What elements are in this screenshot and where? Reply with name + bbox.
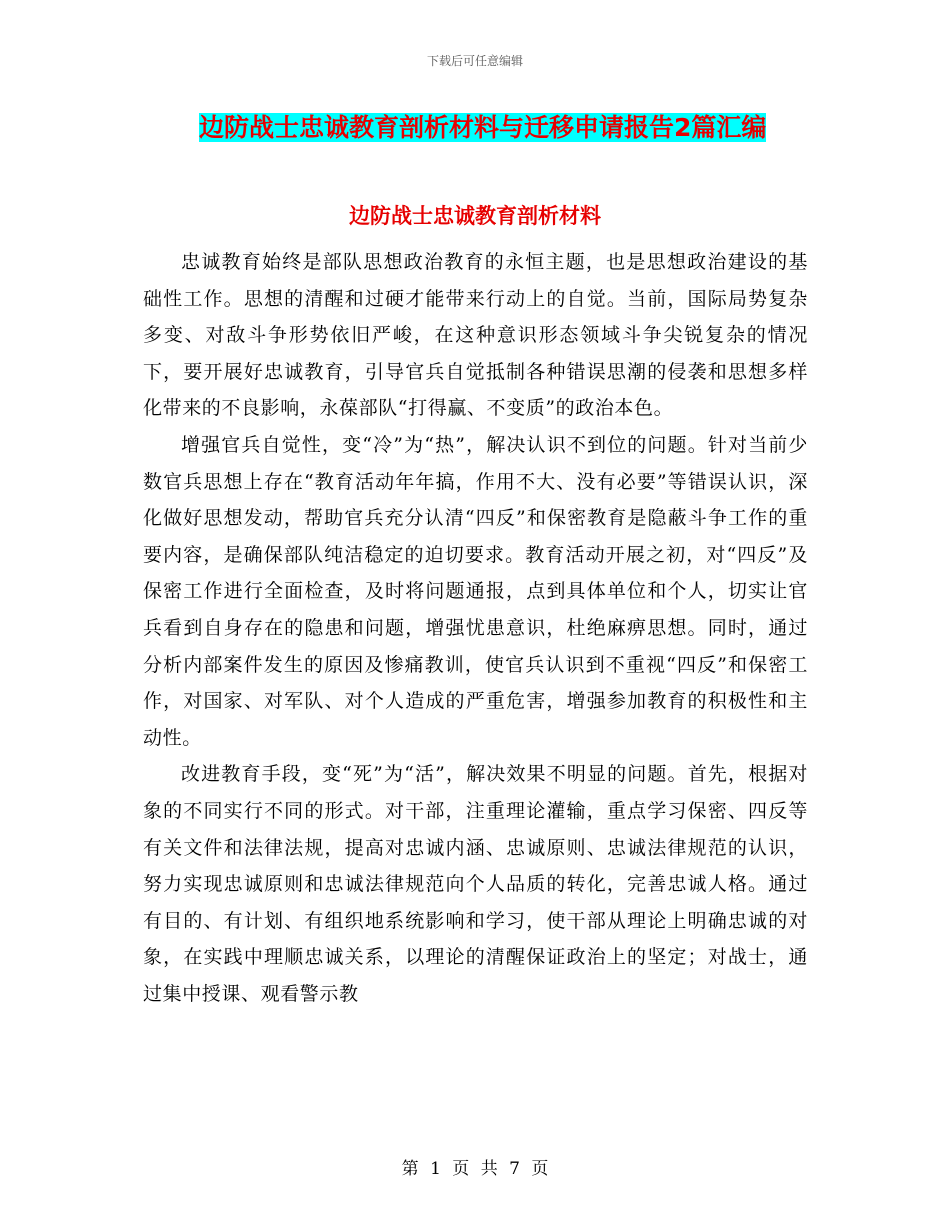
document-title: [197, 110, 768, 146]
paragraph-1: 忠诚教育始终是部队思想政治教育的永恒主题，也是思想政治建设的基础性工作。思想的清醒和过硬才能带来行动上的自觉。当前，国际局势复杂多变、对敌斗争形势依旧严峻，在这种意识形态领域斗争尖锐复杂的情况下，要开展好忠诚教育，引导官兵自觉抵制各种错误思潮的侵袭和思想多样化带来的不良影响，永葆部队“打得赢、不变质”的政治本色。: [143, 251, 808, 420]
page-header-note: 下载后可任意编辑: [426, 54, 523, 68]
document-body: [143, 244, 808, 1012]
paragraph-3: 改进教育手段，变“死”为“活”，解决效果不明显的问题。首先，根据对象的不同实行不同的形式。对干部，注重理论灌输，重点学习保密、四反等有关文件和法律法规，提高对忠诚内涵、忠诚原则、忠诚法律规范的认识，努力实现忠诚原则和忠诚法律规范向个人品质的转化，完善忠诚人格。通过有目的、有计划、有组织地系统影响和学习，使干部从理论上明确忠诚的对象，在实践中理顺忠诚关系，以理论的清醒保证政治上的坚定；对战士，通过集中授课、观看警示教: [143, 763, 808, 1005]
page-number: 第 1 页 共 7 页: [401, 1159, 549, 1179]
paragraph-2: 增强官兵自觉性，变“冷”为“热”，解决认识不到位的问题。针对当前少数官兵思想上存在“教育活动年年搞，作用不大、没有必要”等错误认识，深化做好思想发动，帮助官兵充分认清“四反”和保密教育是隐蔽斗争工作的重要内容，是确保部队纯洁稳定的迫切要求。教育活动开展之初，对“四反”及保密工作进行全面检查，及时将问题通报，点到具体单位和个人，切实让官兵看到自身存在的隐患和问题，增强忧患意识，杜绝麻痹思想。同时，通过分析内部案件发生的原因及惨痛教训，使官兵认识到不重视“四反”和保密工作，对国家、对军队、对个人造成的严重危害，增强参加教育的积极性和主动性。: [143, 433, 808, 749]
document-title-text: 边防战士忠诚教育剖析材料与迁移申请报告2篇汇编: [199, 113, 767, 142]
section-title: 边防战士忠诚教育剖析材料: [349, 204, 601, 228]
